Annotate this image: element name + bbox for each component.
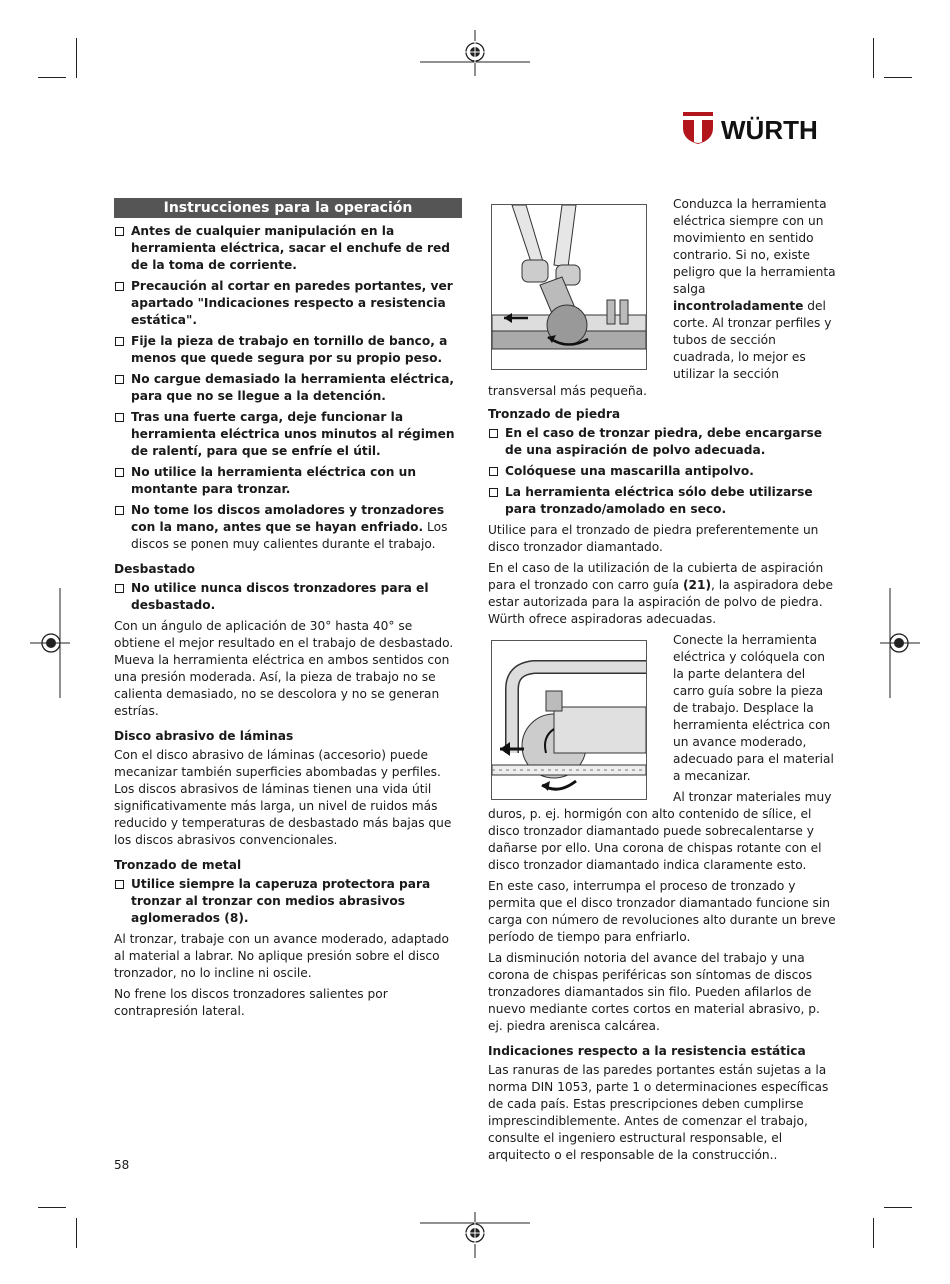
crop-mark bbox=[76, 1218, 77, 1248]
subheading-desbastado: Desbastado bbox=[114, 562, 195, 576]
list-item: La herramienta eléctrica sólo debe utilizarse para tronzado/amolado en seco. bbox=[488, 484, 836, 518]
crop-mark bbox=[76, 38, 77, 78]
crop-mark bbox=[873, 38, 874, 78]
paragraph: La disminución notoria del avance del trabajo y una corona de chispas periféricas son síntomas de discos tronzadores diamantados sin filo. Pueden afilarlos de nuevo mediante cortes cortos en material abrasivo, p. ej. piedra arenisca calcárea. bbox=[488, 951, 820, 1033]
left-column bbox=[114, 198, 462, 1024]
right-column bbox=[488, 196, 836, 1168]
paragraph: Utilice para el tronzado de piedra preferentemente un disco tronzador diamantado. bbox=[488, 523, 819, 554]
list-item: No tome los discos amoladores y tronzadores con la mano, antes que se hayan enfriado. Los discos se ponen muy calientes durante el trabajo. bbox=[114, 502, 462, 553]
list-item: No utilice nunca discos tronzadores para el desbastado. bbox=[114, 580, 462, 614]
paragraph: Con un ángulo de aplicación de 30° hasta 40° se obtiene el mejor resultado en el trabajo de desbastado. Mueva la herramienta eléctrica en ambos sentidos con una presión moderada. Así, la pieza de trabajo no se calienta demasiado, no se descolora y no se generan estrías. bbox=[114, 619, 454, 718]
brand-name: WÜRTH bbox=[721, 115, 818, 145]
list-item: Tras una fuerte carga, deje funcionar la herramienta eléctrica unos minutos al régimen de ralentí, para que se enfríe el útil. bbox=[114, 409, 462, 460]
paragraph: Con el disco abrasivo de láminas (accesorio) puede mecanizar también superficies abombadas y perfiles. Los discos abrasivos de láminas tienen una vida útil significativamente más larga, un nivel de ruidos más reducido y temperaturas de desbastado más bajas que los discos abrasivos convencionales. bbox=[114, 748, 452, 847]
crop-mark bbox=[38, 77, 66, 78]
section-heading: Instrucciones para la operación bbox=[114, 198, 462, 218]
paragraph: No frene los discos tronzadores salientes por contrapresión lateral. bbox=[114, 987, 388, 1018]
paragraph: Al tronzar, trabaje con un avance moderado, adaptado al material a labrar. No aplique presión sobre el disco tronzador, no lo incline ni oscile. bbox=[114, 932, 450, 980]
crop-mark bbox=[884, 1207, 912, 1208]
list-item: Utilice siempre la caperuza protectora para tronzar al tronzar con medios abrasivos aglomerados (8). bbox=[114, 876, 462, 927]
list-item: Fije la pieza de trabajo en tornillo de banco, a menos que quede segura por su propio peso. bbox=[114, 333, 462, 367]
subheading-tronzado-metal: Tronzado de metal bbox=[114, 858, 242, 872]
paragraph: Conecte la herramienta eléctrica y colóquela con la parte delantera del carro guía sobre la pieza de trabajo. Desplace la herramienta eléctrica con un avance moderado, adecuado para el material a mecanizar. bbox=[673, 633, 834, 783]
paragraph: En este caso, interrumpa el proceso de tronzado y permita que el disco tronzador diamantado funcione sin carga con número de revoluciones alto durante un breve período de tiempo para enfriarlo. bbox=[488, 879, 836, 944]
registration-mark-right-icon bbox=[880, 588, 920, 698]
list-item: No utilice la herramienta eléctrica con un montante para tronzar. bbox=[114, 464, 462, 498]
subheading-tronzado-piedra: Tronzado de piedra bbox=[488, 407, 621, 421]
paragraph: Conduzca la herramienta eléctrica siempre con un movimiento en sentido contrario. Si no, existe peligro que la herramienta salga incontroladamente del corte. Al tronzar perfiles y tubos de sección cuadrada, lo mejor es utilizar la sección transversal más pequeña. bbox=[488, 197, 836, 398]
paragraph: En el caso de la utilización de la cubierta de aspiración para el tronzado con carro guía (21), la aspiradora debe estar autorizada para la aspiración de polvo de piedra. Würth ofrece aspiradoras adecuadas. bbox=[488, 561, 833, 626]
paragraph: Al tronzar materiales muy duros, p. ej. hormigón con alto contenido de sílice, el disco tronzador diamantado puede sobrecalentarse y dañarse por ello. Una corona de chispas rotante con el disco tronzador diamantado indica claramente esto. bbox=[488, 790, 832, 872]
illustration-cutting-direction bbox=[491, 204, 647, 370]
paragraph: Las ranuras de las paredes portantes están sujetas a la norma DIN 1053, parte 1 o determinaciones específicas de cada país. Estas prescripciones deben cumplirse imprescindiblemente. Antes de comenzar el trabajo, consulte el ingeniero estructural responsable, el arquitecto o el responsable de la construcción.. bbox=[488, 1063, 829, 1162]
crop-mark bbox=[884, 77, 912, 78]
subheading-disco-laminas: Disco abrasivo de láminas bbox=[114, 729, 294, 743]
registration-mark-bottom-icon bbox=[420, 1212, 530, 1258]
subheading-resistencia-estatica: Indicaciones respecto a la resistencia estática bbox=[488, 1044, 806, 1058]
registration-mark-top-icon bbox=[420, 30, 530, 76]
page-number: 58 bbox=[114, 1158, 130, 1172]
list-item: Antes de cualquier manipulación en la herramienta eléctrica, sacar el enchufe de red de la toma de corriente. bbox=[114, 223, 462, 274]
illustration-guide-carriage bbox=[491, 640, 647, 800]
registration-mark-left-icon bbox=[30, 588, 70, 698]
list-item: Colóquese una mascarilla antipolvo. bbox=[488, 463, 836, 480]
list-item: En el caso de tronzar piedra, debe encargarse de una aspiración de polvo adecuada. bbox=[488, 425, 836, 459]
list-item: No cargue demasiado la herramienta eléctrica, para que no se llegue a la detención. bbox=[114, 371, 462, 405]
crop-mark bbox=[38, 1207, 66, 1208]
list-item: Precaución al cortar en paredes portantes, ver apartado "Indicaciones respecto a resistencia estática". bbox=[114, 278, 462, 329]
crop-mark bbox=[873, 1218, 874, 1248]
brand-logo bbox=[683, 112, 837, 150]
